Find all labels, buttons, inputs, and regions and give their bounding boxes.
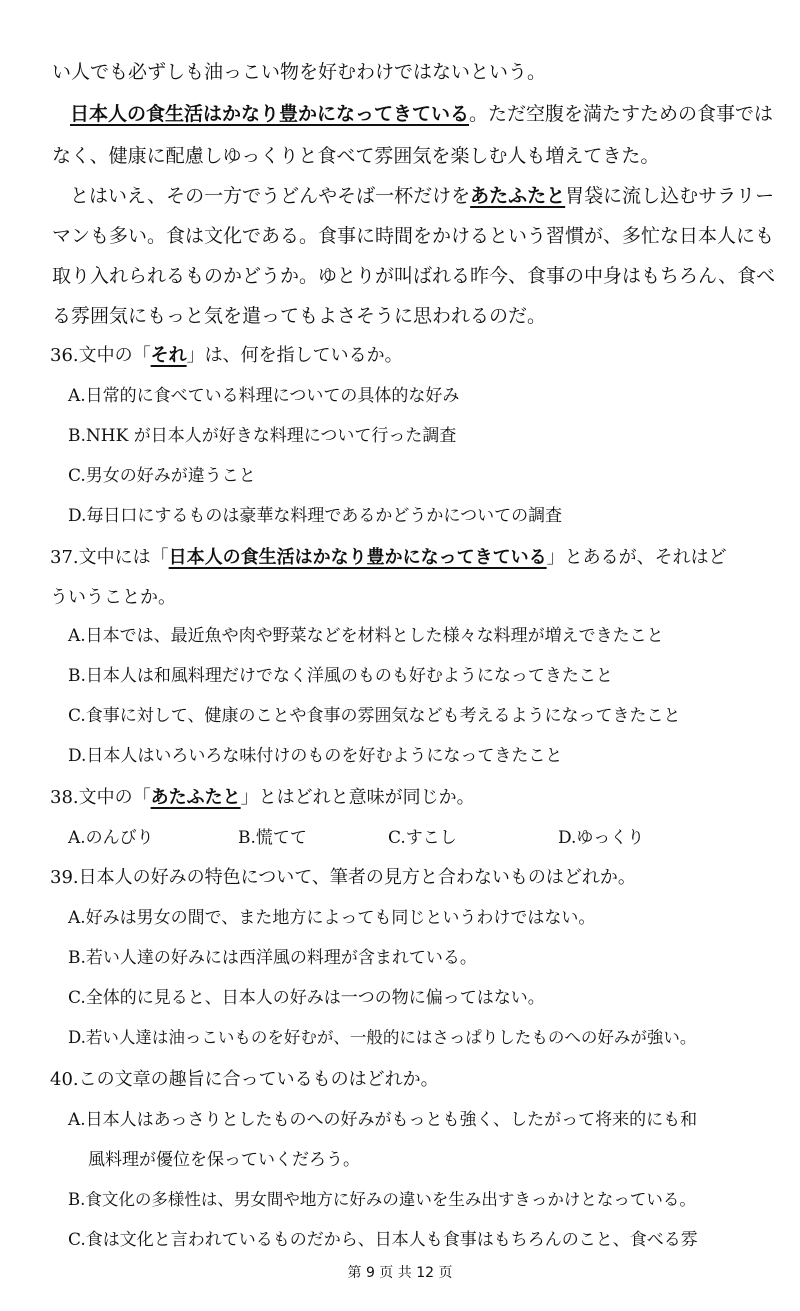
option-c: C.男女の好みが違うこと bbox=[68, 466, 256, 486]
stem-text: 38.文中の「 bbox=[50, 787, 151, 808]
question-40-stem: 40.この文章の趣旨に合っているものはどれか。 bbox=[50, 1069, 439, 1090]
option-d: D.若い人達は油っこいものを好むが、一般的にはさっぱりしたものへの好みが強い。 bbox=[68, 1028, 697, 1047]
passage-text: 。ただ空腹を満たすための食事では bbox=[469, 103, 774, 125]
option-c: C.食は文化と言われているものだから、日本人も食事はもちろんのこと、食べる雰 bbox=[68, 1230, 698, 1250]
option-b: B.慌てて bbox=[238, 828, 307, 848]
page-footer: 第 9 页 共 12 页 bbox=[347, 1265, 453, 1281]
option-c: C.食事に対して、健康のことや食事の雰囲気なども考えるようになってきたこと bbox=[68, 706, 681, 726]
stem-text: 」とはどれと意味が同じか。 bbox=[240, 787, 475, 808]
question-37-stem-continued: ういうことか。 bbox=[50, 587, 176, 608]
question-37-stem bbox=[0, 538, 800, 578]
option-d: D.日本人はいろいろな味付けのものを好むようになってきたこと bbox=[68, 746, 563, 766]
option-d: D.毎日口にするものは豪華な料理であるかどうかについての調査 bbox=[68, 506, 563, 526]
underlined-phrase: 日本人の食生活はかなり豊かになってきている bbox=[168, 547, 547, 568]
passage-line: い人でも必ずしも油っこい物を好むわけではないという。 bbox=[52, 61, 547, 83]
passage-line: る雰囲気にもっと気を遣ってもよさそうに思われるのだ。 bbox=[52, 305, 547, 327]
option-a: A.日常的に食べている料理についての具体的な好み bbox=[68, 386, 460, 406]
option-b: B.食文化の多様性は、男女間や地方に好みの違いを生み出すきっかけとなっている。 bbox=[68, 1190, 696, 1209]
option-c: C.全体的に見ると、日本人の好みは一つの物に偏ってはない。 bbox=[68, 988, 545, 1008]
option-a: A.のんびり bbox=[68, 828, 154, 848]
passage-line bbox=[0, 176, 800, 216]
stem-text: 36.文中の「 bbox=[50, 345, 151, 366]
passage-line bbox=[0, 94, 800, 134]
underlined-phrase: 日本人の食生活はかなり豊かになってきている bbox=[70, 103, 470, 125]
option-a: A.日本では、最近魚や肉や野菜などを材料とした様々な料理が増えできたこと bbox=[68, 626, 664, 646]
passage-text: 胃袋に流し込むサラリー bbox=[565, 185, 775, 207]
stem-text: 」とあるが、それはど bbox=[546, 547, 727, 568]
option-a: A.日本人はあっさりとしたものへの好みがもっとも強く、したがって将来的にも和 bbox=[68, 1110, 698, 1130]
option-a: A.好みは男女の間で、また地方によっても同じというわけではない。 bbox=[68, 908, 596, 928]
option-b: B.NHK が日本人が好きな料理について行った調査 bbox=[68, 426, 457, 446]
underlined-phrase: あたふたと bbox=[470, 185, 566, 207]
passage-text: とはいえ、その一方でうどんやそば一杯だけを bbox=[70, 185, 471, 207]
underlined-phrase: あたふたと bbox=[150, 787, 241, 808]
stem-text: 37.文中には「 bbox=[50, 547, 169, 568]
option-b: B.若い人達の好みには西洋風の料理が含まれている。 bbox=[68, 948, 477, 968]
option-a-continued: 風料理が優位を保っていくだろう。 bbox=[88, 1150, 360, 1170]
option-c: C.すこし bbox=[388, 828, 457, 848]
stem-text: 」は、何を指しているか。 bbox=[186, 345, 403, 366]
passage-line: 取り入れられるものかどうか。ゆとりが叫ばれる昨今、食事の中身はもちろん、食べ bbox=[52, 265, 776, 287]
underlined-phrase: それ bbox=[150, 345, 187, 366]
question-38-options bbox=[0, 818, 800, 858]
question-39-stem: 39.日本人の好みの特色について、筆者の見方と合わないものはどれか。 bbox=[50, 867, 636, 888]
question-38-stem bbox=[0, 778, 800, 818]
passage-line: なく、健康に配慮しゆっくりと食べて雰囲気を楽しむ人も増えてきた。 bbox=[52, 145, 660, 167]
option-d: D.ゆっくり bbox=[558, 828, 645, 848]
option-b: B.日本人は和風料理だけでなく洋風のものも好むようになってきたこと bbox=[68, 666, 613, 686]
passage-line: マンも多い。食は文化である。食事に時間をかけるという習慣が、多忙な日本人にも bbox=[52, 225, 775, 247]
question-36-stem bbox=[0, 336, 800, 376]
